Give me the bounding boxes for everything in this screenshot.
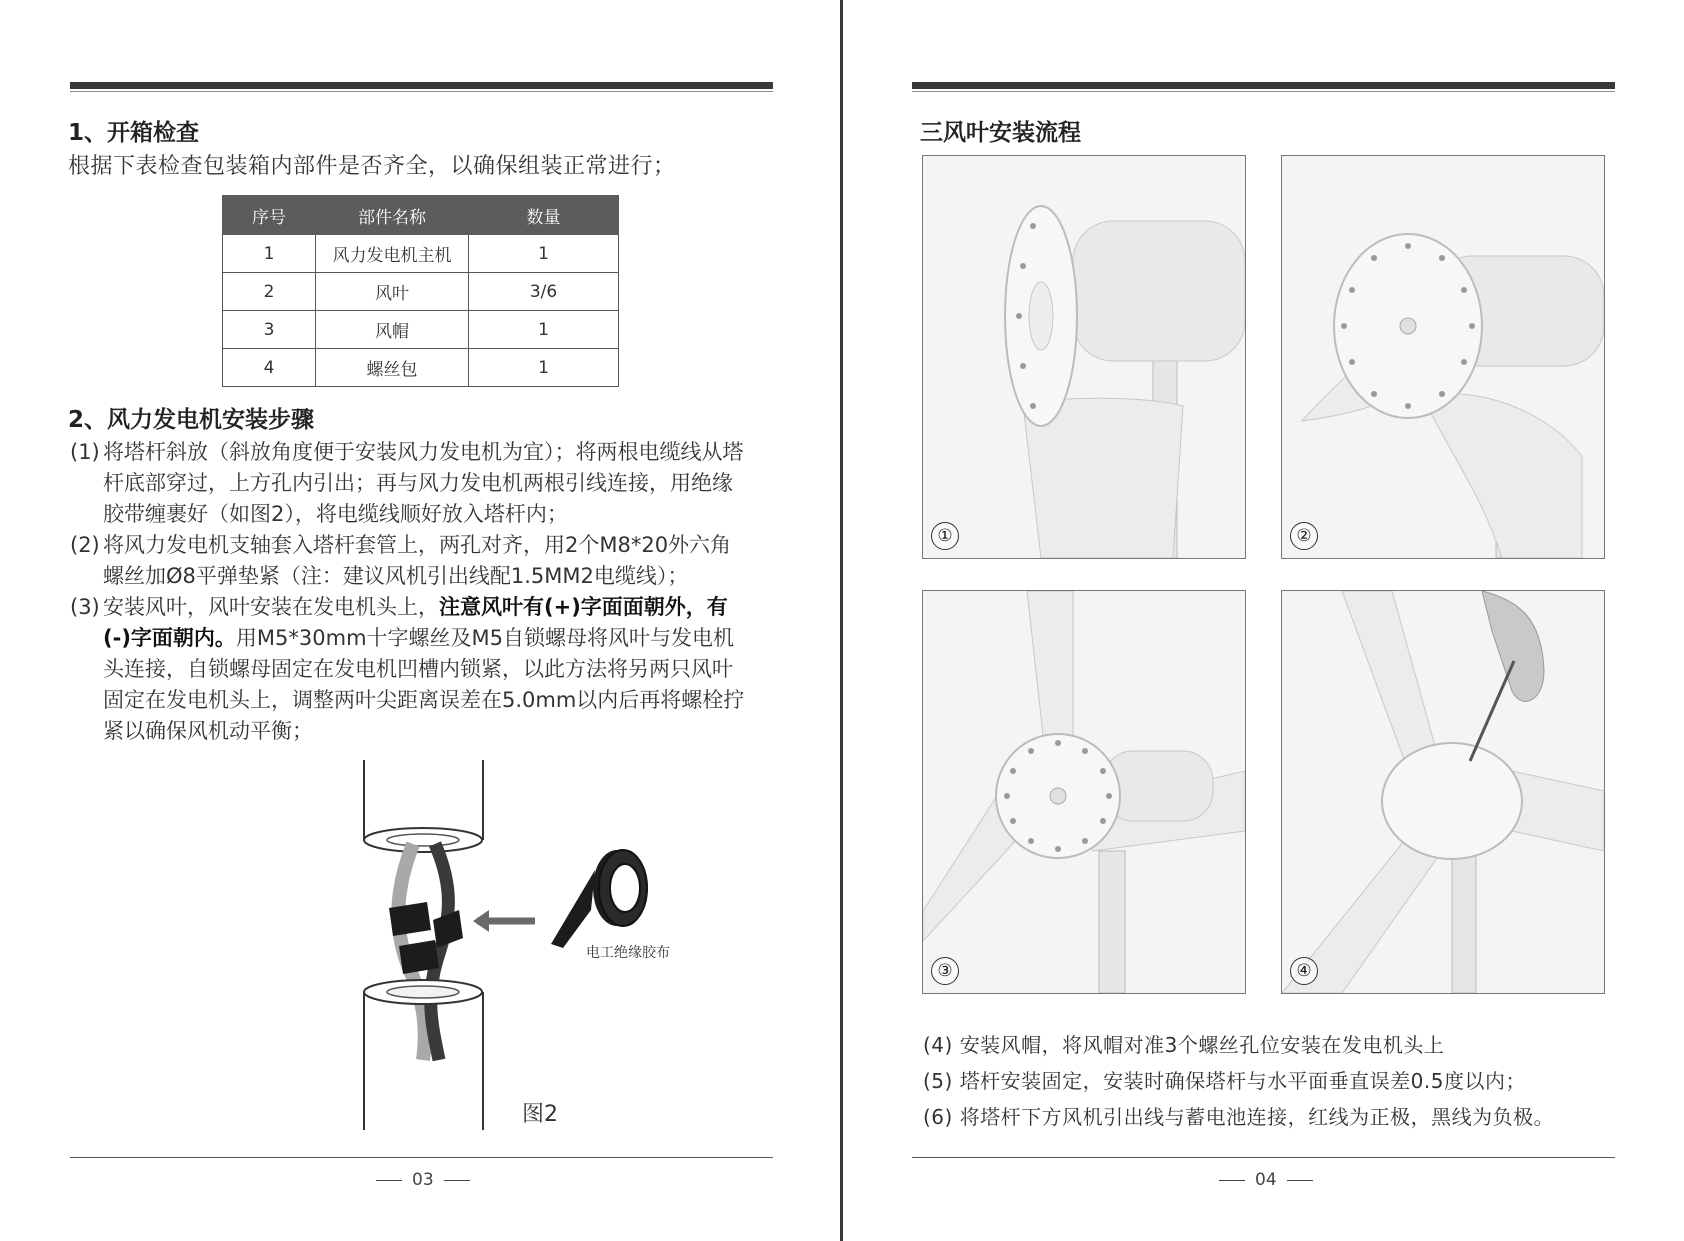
- table-row: [223, 349, 619, 387]
- wind-turbine-blades-image: [923, 591, 1245, 993]
- table-row: [223, 311, 619, 349]
- table-cell: 风力发电机主机: [316, 235, 469, 273]
- step-number: (1): [70, 440, 100, 464]
- photo-badge: ①: [931, 522, 959, 550]
- table-cell: 4: [223, 349, 316, 387]
- page-number-dash: [376, 1180, 402, 1181]
- page-number-dash: [1287, 1180, 1313, 1181]
- photo-badge: ②: [1290, 522, 1318, 550]
- figure2-caption: 图2: [522, 1102, 558, 1127]
- step-number: (2): [70, 533, 100, 557]
- install-photo-2: [1281, 155, 1605, 559]
- step-item: [70, 437, 750, 530]
- page-number-text: 04: [1255, 1170, 1277, 1190]
- photo-badge: ④: [1290, 957, 1318, 985]
- right-page-title: 三风叶安装流程: [920, 120, 1081, 146]
- bottom-rule: [70, 1157, 773, 1158]
- table-row: [223, 273, 619, 311]
- install-photo-3: [922, 590, 1246, 994]
- table-cell: 螺丝包: [316, 349, 469, 387]
- install-photo-4: [1281, 590, 1605, 994]
- table-cell: 3: [223, 311, 316, 349]
- table-cell: 风帽: [316, 311, 469, 349]
- step-text: 将塔杆斜放（斜放角度便于安装风力发电机为宜）；将两根电缆线从塔杆底部穿过，上方孔内引出；再与风力发电机两根引线连接，用绝缘胶带缠裹好（如图2），将电缆线顺好放入塔杆内；: [103, 440, 744, 526]
- table-row: [223, 235, 619, 273]
- top-rule: [912, 82, 1615, 89]
- note-item: (5) 塔杆安装固定，安装时确保塔杆与水平面垂直误差0.5度以内；: [923, 1069, 1526, 1093]
- table-cell: 1: [223, 235, 316, 273]
- page-number: [376, 1170, 470, 1190]
- install-steps: [70, 437, 750, 747]
- page-number-dash: [1219, 1180, 1245, 1181]
- tape-label: 电工绝缘胶布: [586, 945, 670, 961]
- table-header-row: [223, 196, 619, 235]
- parts-table: [222, 195, 619, 387]
- step-text: 安装风叶，风叶安装在发电机头上，: [103, 595, 439, 619]
- step-text: 将风力发电机支轴套入塔杆套管上，两孔对齐，用2个M8*20外六角螺丝加Ø8平弹垫紧（注：建议风机引出线配1.5MM2电缆线）；: [103, 533, 732, 588]
- photo-badge: ③: [931, 957, 959, 985]
- table-cell: 1: [469, 311, 619, 349]
- table-header-cell: 数量: [469, 196, 619, 235]
- install-photo-1: [922, 155, 1246, 559]
- table-cell: 2: [223, 273, 316, 311]
- page-number-text: 03: [412, 1170, 434, 1190]
- table-cell: 3/6: [469, 273, 619, 311]
- wind-turbine-nose-cone-image: [1282, 591, 1604, 993]
- left-page: [0, 0, 841, 1241]
- section2-title: 2、风力发电机安装步骤: [68, 407, 315, 433]
- step-text: 用M5*30mm十字螺丝及M5自锁螺母将风叶与发电机头连接，自锁螺母固定在发电机凹槽内锁紧，以此方法将另两只风叶固定在发电机头上，调整两叶尖距离误差在5.0mm以内后再将螺栓拧紧以确保风机动平衡；: [103, 626, 745, 743]
- wind-turbine-hub-image: [1282, 156, 1604, 558]
- note-item: (6) 将塔杆下方风机引出线与蓄电池连接，红线为正极，黑线为负极。: [923, 1105, 1555, 1129]
- step-number: (3): [70, 595, 100, 619]
- page-number: [1219, 1170, 1313, 1190]
- step-warning-text: 注意风叶有(+)字面面朝外，有(-)字面朝内。: [103, 595, 728, 650]
- table-header-cell: 部件名称: [316, 196, 469, 235]
- top-rule: [70, 82, 773, 89]
- table-header-cell: 序号: [223, 196, 316, 235]
- table-cell: 1: [469, 235, 619, 273]
- section1-title: 1、开箱检查: [68, 120, 200, 146]
- table-cell: 1: [469, 349, 619, 387]
- right-page: [843, 0, 1684, 1241]
- wind-turbine-hub-image: [923, 156, 1245, 558]
- install-notes: [923, 1027, 1554, 1135]
- step-item: [70, 592, 750, 747]
- bottom-rule: [912, 1157, 1615, 1158]
- note-item: (4) 安装风帽，将风帽对准3个螺丝孔位安装在发电机头上: [923, 1033, 1445, 1057]
- page-number-dash: [444, 1180, 470, 1181]
- table-cell: 风叶: [316, 273, 469, 311]
- step-item: [70, 530, 750, 592]
- section1-intro: 根据下表检查包装箱内部件是否齐全，以确保组装正常进行；: [68, 154, 676, 179]
